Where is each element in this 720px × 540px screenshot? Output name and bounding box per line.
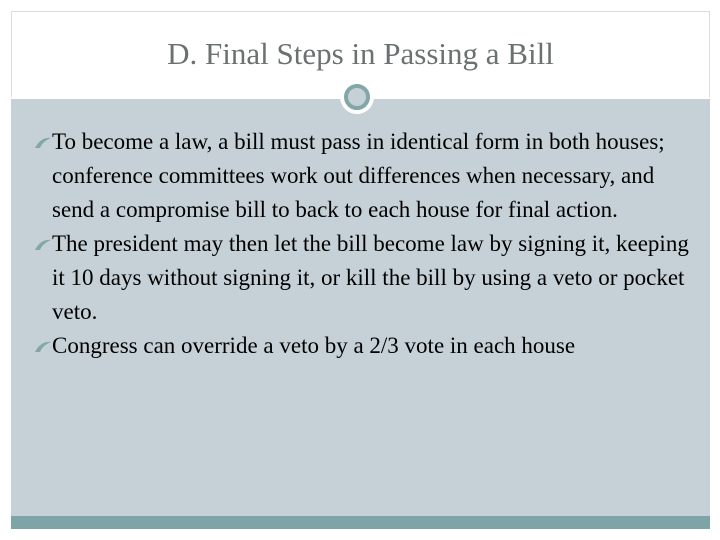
bullet-item <box>36 227 696 329</box>
bullet-text: To become a law, a bill must pass in identical form in both houses; conference committees work out differences when necessary, and send a compromise bill to back to each house for final action. <box>52 129 665 222</box>
ring-icon <box>340 80 374 114</box>
slide-title: D. Final Steps in Passing a Bill <box>167 36 554 71</box>
curved-swoosh-icon <box>34 136 52 150</box>
bullet-text: The president may then let the bill become law by signing it, keeping it 10 days without signing it, or kill the bill by using a veto or pocket veto. <box>52 231 689 324</box>
curved-swoosh-icon <box>34 238 52 252</box>
bullet-text: Congress can override a veto by a 2/3 vote in each house <box>52 333 576 358</box>
curved-swoosh-icon <box>34 340 52 354</box>
bullet-item <box>36 329 696 363</box>
ring-icon-inner <box>344 84 370 110</box>
footer-accent-bar <box>11 516 710 529</box>
bullet-item <box>36 125 696 227</box>
bullet-list <box>36 125 696 363</box>
